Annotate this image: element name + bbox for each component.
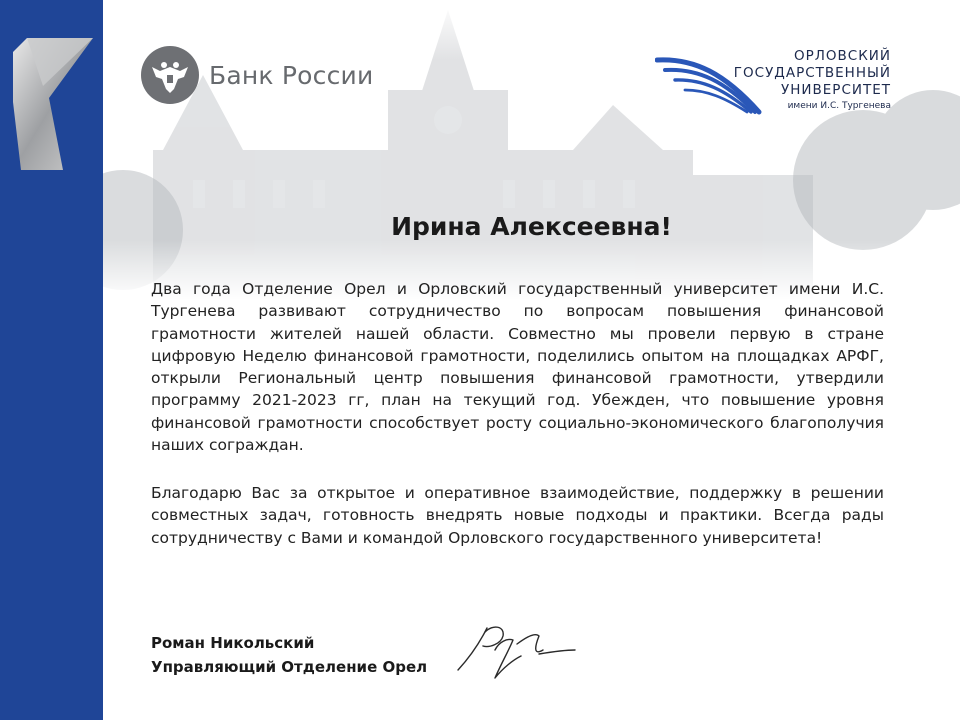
university-name-line-3: УНИВЕРСИТЕТ <box>781 82 891 98</box>
university-subtitle: имени И.С. Тургенева <box>787 101 891 111</box>
blue-sidebar <box>0 0 103 720</box>
bank-of-russia-logo <box>141 46 373 104</box>
university-logo <box>655 48 895 120</box>
university-name-line-1: ОРЛОВСКИЙ <box>793 48 891 64</box>
signer-name: Роман Никольский <box>151 634 315 652</box>
handwritten-signature <box>455 620 580 685</box>
university-building-photo <box>103 0 960 300</box>
bank-russia-ribbon-icon <box>13 38 95 170</box>
letter-paragraph-2: Благодарю Вас за открытое и оперативное взаимодействие, поддержку в решении совместных задач, готовность внедрять новые подходы и практики. Всегда рады сотрудничеству с Вами и командой Орловского государственного университета! <box>151 484 884 547</box>
signer-position: Управляющий Отделение Орел <box>151 658 428 676</box>
greeting-heading: Ирина Алексеевна! <box>391 212 672 241</box>
university-name-line-2: ГОСУДАРСТВЕННЫЙ <box>733 65 891 81</box>
double-headed-eagle-icon <box>141 46 199 104</box>
bank-name: Банк России <box>209 60 374 90</box>
letter-paragraph-1: Два года Отделение Орел и Орловский государственный университет имени И.С. Тургенева развивают сотрудничество по вопросам повышения финансовой грамотности жителей нашей области. Совместно мы провели первую в стране цифровую Неделю финансовой грамотности, поделились опытом на площадках АРФГ, открыли Региональный центр повышения финансовой грамотности, утвердили программу 2021-2023 гг, план на текущий год. Убежден, что повышение уровня финансовой грамотности способствует росту социально-экономического благополучия наших сограждан. <box>151 280 884 455</box>
signer-block <box>151 631 427 679</box>
